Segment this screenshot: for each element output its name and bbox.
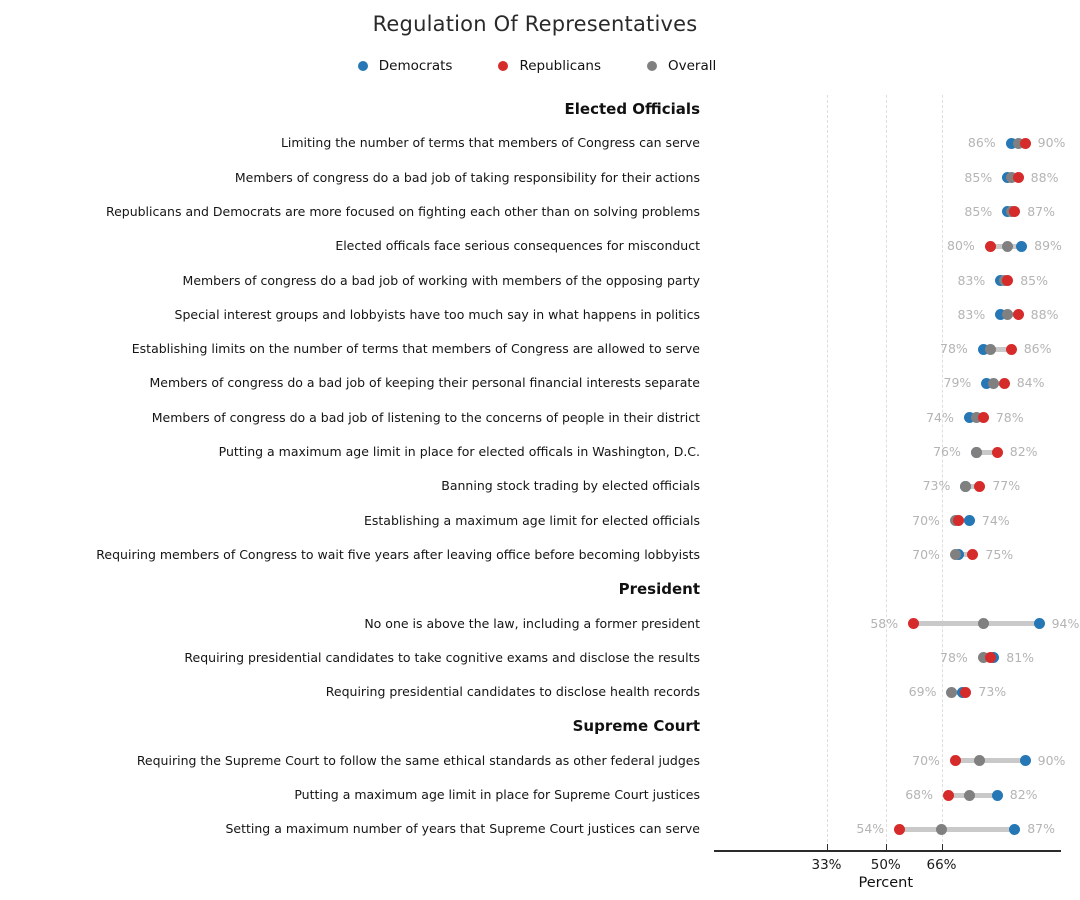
min-value-label: 69% [908, 684, 937, 700]
overall-dot [964, 790, 975, 801]
republicans-dot [960, 687, 971, 698]
republicans-dot [974, 481, 985, 492]
max-value-label: 74% [981, 512, 1010, 528]
democrats-dot [1034, 618, 1045, 629]
max-value-label: 86% [1023, 341, 1052, 357]
min-value-label: 70% [912, 752, 940, 768]
democrats-dot [964, 515, 975, 526]
republicans-dot [992, 447, 1003, 458]
republicans-dot [1020, 138, 1031, 149]
max-value-label: 88% [1030, 306, 1059, 322]
republicans-dot [1013, 309, 1024, 320]
min-value-label: 83% [957, 306, 986, 322]
section-header: Supreme Court [572, 717, 700, 736]
republicans-dot [908, 618, 919, 629]
legend-item-overall [647, 58, 716, 74]
row-label: Putting a maximum age limit in place for Supreme Court justices [294, 787, 700, 802]
legend-label-democrats: Democrats [378, 58, 453, 74]
row-label: Requiring members of Congress to wait five years after leaving office before becoming lobbyists [96, 546, 700, 562]
row-label: Putting a maximum age limit in place for elected officals in Washington, D.C. [218, 444, 700, 459]
max-value-label: 90% [1037, 135, 1066, 151]
overall-dot [974, 755, 985, 766]
max-value-label: 75% [985, 546, 1014, 562]
min-value-label: 54% [856, 821, 885, 837]
min-value-label: 58% [870, 615, 899, 631]
tick-mark-33 [827, 844, 829, 851]
x-axis-title: Percent [858, 875, 914, 891]
min-value-label: 78% [940, 649, 968, 665]
max-value-label: 81% [1006, 649, 1035, 665]
chart-title: Regulation Of Representatives [372, 12, 698, 36]
row-label: Members of congress do a bad job of taking responsibility for their actions [234, 169, 700, 185]
democrats-dot-icon [358, 61, 368, 71]
row-label: Establishing limits on the number of terms that members of Congress are allowed to serve [131, 341, 700, 357]
overall-dot [936, 824, 947, 835]
row-label: Limiting the number of terms that members of Congress can serve [280, 135, 700, 151]
tick-mark-66 [942, 844, 944, 851]
legend-item-republicans [498, 58, 601, 74]
row-label: Banning stock trading by elected officials [441, 478, 700, 494]
row-label: Requiring the Supreme Court to follow the same ethical standards as other federal judges [136, 752, 700, 768]
overall-dot [988, 378, 999, 389]
democrats-dot [1020, 755, 1031, 766]
legend-label-republicans: Republicans [519, 58, 601, 74]
section-header: Elected Officials [564, 100, 700, 118]
max-value-label: 94% [1051, 615, 1080, 631]
row-label: Elected officals face serious consequences for misconduct [335, 238, 700, 254]
row-label: Members of congress do a bad job of working with members of the opposing party [182, 272, 700, 288]
x-axis-line [714, 850, 1061, 852]
republicans-dot [1009, 206, 1020, 217]
min-value-label: 70% [912, 512, 940, 528]
republicans-dot [967, 549, 978, 560]
republicans-dot [953, 515, 964, 526]
overall-dot [946, 687, 957, 698]
republicans-dot [985, 241, 996, 252]
republicans-dot [999, 378, 1010, 389]
min-value-label: 85% [964, 169, 993, 185]
row-label: Special interest groups and lobbyists have too much say in what happens in politics [174, 306, 700, 322]
min-value-label: 76% [933, 444, 961, 459]
min-value-label: 73% [922, 478, 951, 494]
connector-bar [914, 621, 1039, 626]
overall-dot [985, 344, 996, 355]
max-value-label: 84% [1016, 375, 1045, 391]
republicans-dot [1006, 344, 1017, 355]
connector-bar [900, 827, 1015, 832]
min-value-label: 70% [912, 546, 940, 562]
max-value-label: 82% [1009, 787, 1038, 802]
min-value-label: 83% [957, 272, 986, 288]
min-value-label: 80% [947, 238, 975, 254]
republicans-dot [978, 412, 989, 423]
republicans-dot [1013, 172, 1024, 183]
min-value-label: 85% [964, 203, 993, 219]
tick-label-50: 50% [870, 857, 901, 873]
democrats-dot [1016, 241, 1027, 252]
min-value-label: 86% [967, 135, 996, 151]
row-label: Members of congress do a bad job of keeping their personal financial interests separate [149, 375, 700, 391]
republicans-dot [1002, 275, 1013, 286]
legend-item-democrats [358, 58, 453, 74]
overall-dot [960, 481, 971, 492]
overall-dot [1002, 309, 1013, 320]
tick-label-33: 33% [811, 857, 842, 873]
max-value-label: 73% [978, 684, 1007, 700]
republicans-dot [943, 790, 954, 801]
max-value-label: 82% [1009, 444, 1038, 459]
republicans-dot [950, 755, 961, 766]
legend [0, 58, 1074, 74]
overall-dot-icon [647, 61, 657, 71]
overall-dot [978, 618, 989, 629]
legend-label-overall: Overall [668, 58, 717, 74]
row-label: No one is above the law, including a former president [364, 615, 700, 631]
tick-label-66: 66% [926, 857, 957, 873]
republicans-dot-icon [498, 61, 508, 71]
row-label: Republicans and Democrats are more focused on fighting each other than on solving problems [105, 203, 700, 219]
max-value-label: 89% [1034, 238, 1062, 254]
max-value-label: 77% [992, 478, 1021, 494]
min-value-label: 78% [940, 341, 968, 357]
overall-dot [1002, 241, 1013, 252]
republicans-dot [894, 824, 905, 835]
row-label: Setting a maximum number of years that Supreme Court justices can serve [225, 821, 700, 837]
max-value-label: 87% [1027, 821, 1055, 837]
max-value-label: 85% [1020, 272, 1049, 288]
democrats-dot [992, 790, 1003, 801]
row-label: Requiring presidential candidates to take cognitive exams and disclose the results [184, 649, 700, 665]
row-label: Establishing a maximum age limit for elected officials [363, 512, 700, 528]
min-value-label: 74% [926, 409, 954, 425]
section-header: President [618, 580, 700, 599]
max-value-label: 87% [1027, 203, 1055, 219]
overall-dot [971, 447, 982, 458]
connector-bar [955, 758, 1025, 763]
min-value-label: 68% [905, 787, 933, 802]
max-value-label: 88% [1030, 169, 1059, 185]
tick-mark-50 [886, 844, 888, 851]
max-value-label: 78% [995, 409, 1024, 425]
row-label: Members of congress do a bad job of listening to the concerns of people in their district [151, 409, 700, 425]
row-label: Requiring presidential candidates to disclose health records [325, 684, 700, 700]
democrats-dot [1009, 824, 1020, 835]
min-value-label: 79% [943, 375, 972, 391]
gridline-33 [827, 95, 828, 847]
max-value-label: 90% [1037, 752, 1066, 768]
